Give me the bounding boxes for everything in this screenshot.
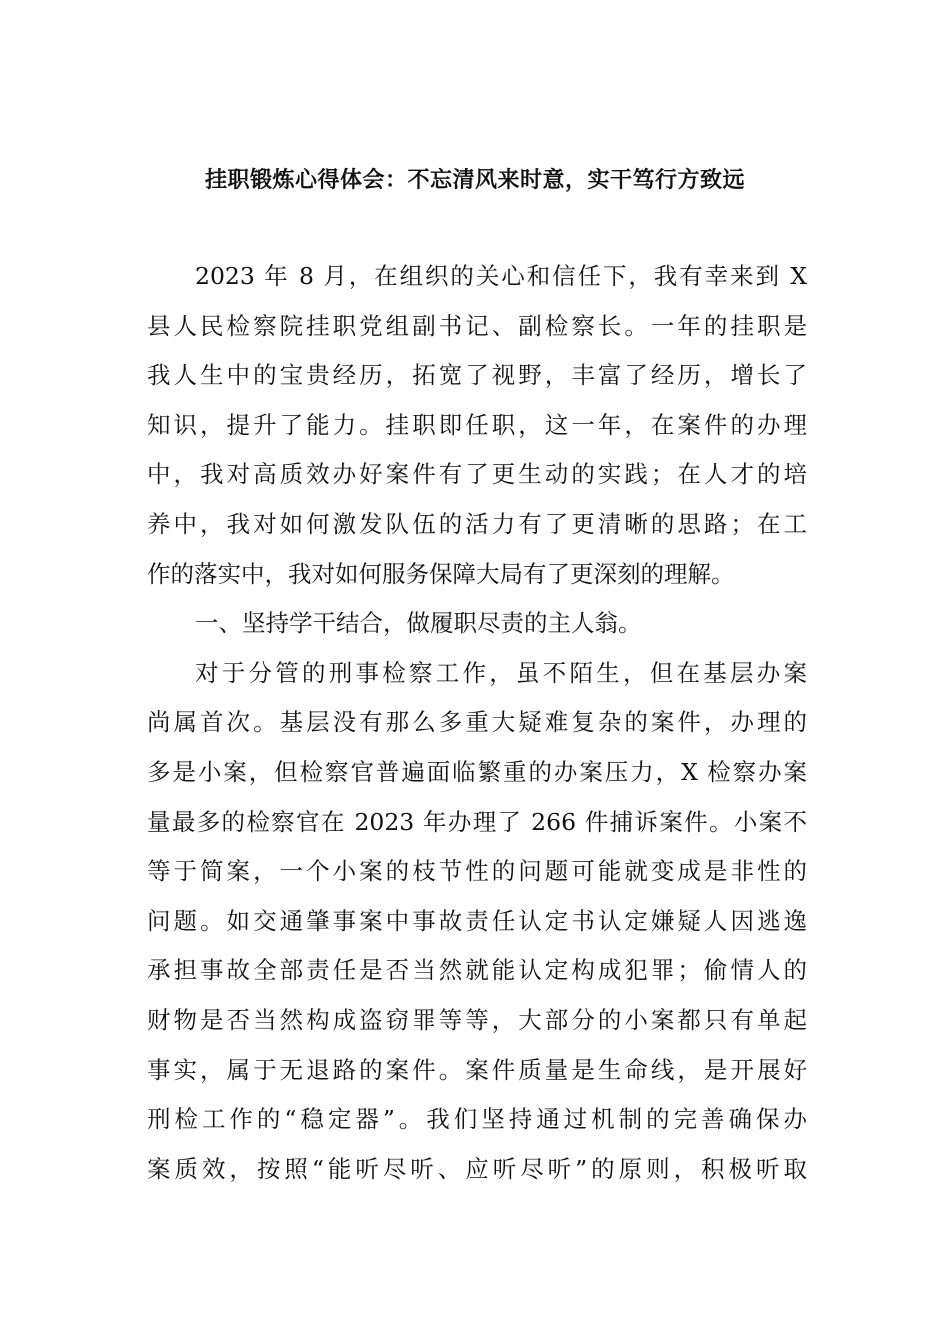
text-line: 量最多的检察官在 2023 年办理了 266 件捕诉案件。小案不 — [147, 807, 807, 836]
text-line: 多是小案，但检察官普遍面临繁重的办案压力，X 检察办案 — [147, 757, 807, 786]
text-line: 等于简案，一个小案的枝节性的问题可能就变成是非性的 — [147, 857, 807, 886]
text-line: 作的落实中，我对如何服务保障大局有了更深刻的理解。 — [147, 559, 735, 588]
text-line: 事实，属于无退路的案件。案件质量是生命线，是开展好 — [147, 1055, 807, 1084]
text-line: 问题。如交通肇事案中事故责任认定书认定嫌疑人因逃逸 — [147, 906, 807, 935]
document-body — [147, 252, 807, 1194]
text-line: 刑检工作的“稳定器”。我们坚持通过机制的完善确保办 — [147, 1105, 807, 1134]
document-title: 挂职锻炼心得体会：不忘清风来时意，实干笃行方致远 — [204, 168, 745, 193]
text-line: 财物是否当然构成盗窃罪等等，大部分的小案都只有单起 — [147, 1005, 807, 1034]
text-line: 2023 年 8 月，在组织的关心和信任下，我有幸来到 X — [195, 262, 807, 290]
text-line: 尚属首次。基层没有那么多重大疑难复杂的案件，办理的 — [147, 708, 807, 737]
text-line: 承担事故全部责任是否当然就能认定构成犯罪；偷情人的 — [147, 956, 807, 985]
text-line: 一、坚持学干结合，做履职尽责的主人翁。 — [195, 609, 642, 638]
text-line: 养中，我对如何激发队伍的活力有了更清晰的思路；在工 — [147, 509, 807, 538]
text-line: 县人民检察院挂职党组副书记、副检察长。一年的挂职是 — [147, 311, 807, 340]
text-line: 对于分管的刑事检察工作，虽不陌生，但在基层办案 — [195, 658, 807, 687]
text-line: 中，我对高质效办好案件有了更生动的实践；在人才的培 — [147, 460, 807, 489]
text-line: 案质效，按照“能听尽听、应听尽听”的原则，积极听取 — [147, 1154, 807, 1183]
text-line: 我人生中的宝贵经历，拓宽了视野，丰富了经历，增长了 — [147, 361, 807, 390]
text-line: 知识，提升了能力。挂职即任职，这一年，在案件的办理 — [147, 410, 807, 439]
